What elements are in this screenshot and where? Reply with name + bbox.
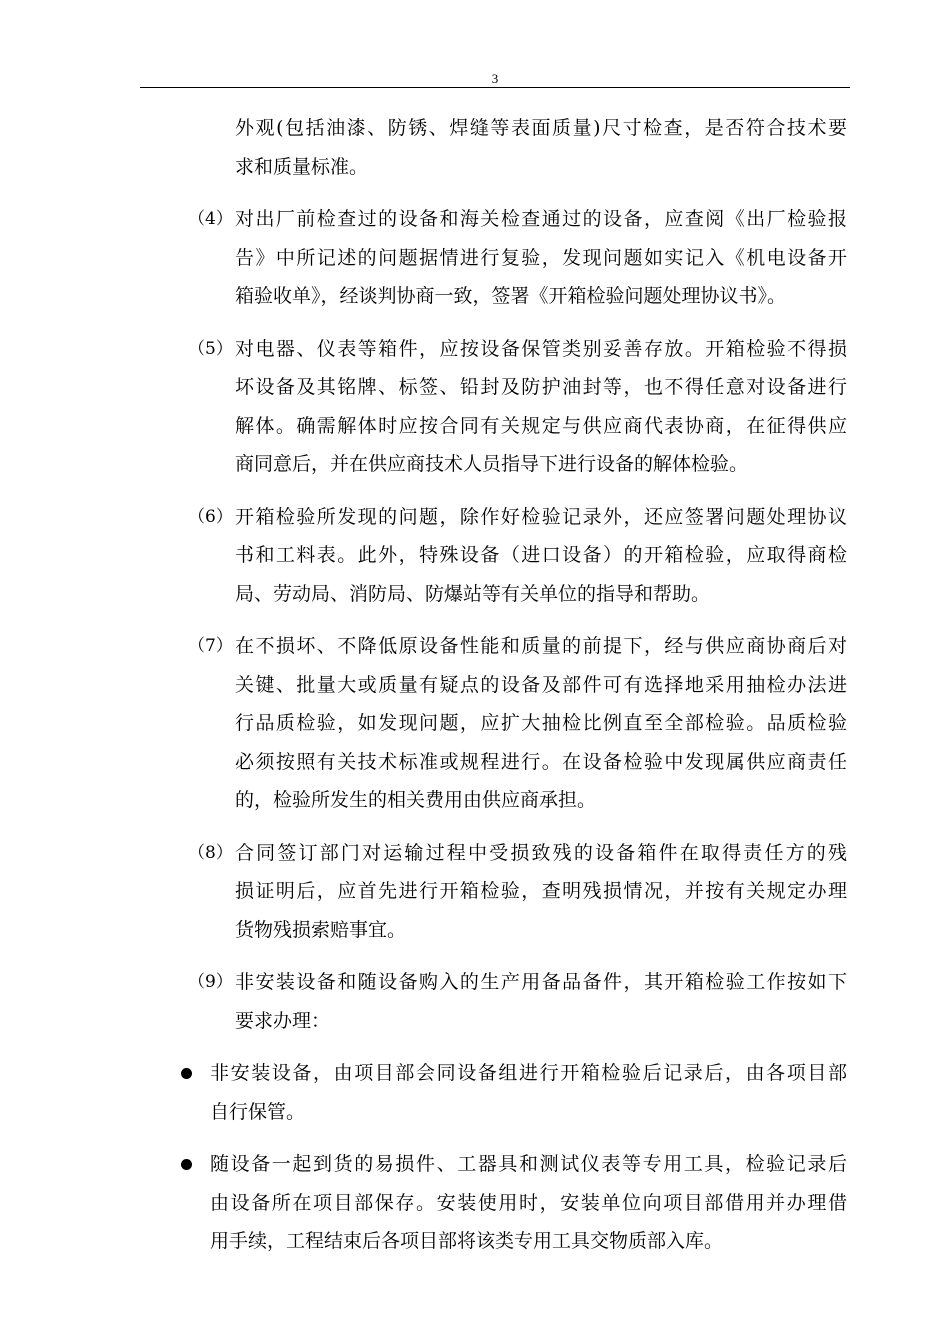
item-text	[210, 1145, 847, 1261]
text-line: 局、劳动局、消防局、防爆站等有关单位的指导和帮助。	[235, 582, 711, 605]
paragraph	[0, 109, 950, 186]
paragraph-gap	[0, 1131, 950, 1145]
numbered-item	[0, 330, 950, 484]
item-text	[235, 834, 847, 950]
item-number: （8）	[188, 842, 233, 863]
text-line: 商同意后，并在供应商技术人员指导下进行设备的解体检验。	[235, 453, 749, 475]
item-text	[235, 330, 847, 484]
paragraph-gap	[0, 1040, 950, 1054]
numbered-item	[0, 963, 950, 1040]
text-line: 的，检验所发生的相关费用由供应商承担。	[235, 789, 597, 811]
text-line: 要求办理：	[235, 1009, 331, 1032]
text-line: 坏设备及其铭牌、标签、铅封及防护油封等，也不得任意对设备进行	[235, 376, 847, 398]
numbered-item	[0, 627, 950, 820]
text-line: 行品质检验，如发现问题，应扩大抽检比例直至全部检验。品质检验	[235, 712, 847, 734]
bullet-item	[0, 1145, 950, 1261]
item-text	[235, 963, 847, 1040]
text-line: 书和工料表。此外，特殊设备（进口设备）的开箱检验，应取得商检	[235, 544, 847, 566]
item-number: （9）	[188, 972, 233, 992]
bullet-dot-icon	[181, 1068, 192, 1079]
text-line: 自行保管。	[210, 1100, 306, 1123]
text-line: 告》中所记述的问题据情进行复验，发现问题如实记入《机电设备开	[235, 246, 847, 269]
text-line: 必须按照有关技术标准或规程进行。在设备检验中发现属供应商责任	[235, 750, 847, 773]
text-line: 随设备一起到货的易损件、工器具和测试仪表等专用工具，检验记录后	[210, 1153, 847, 1175]
item-text	[235, 498, 847, 614]
item-text	[235, 109, 847, 186]
item-text	[235, 627, 847, 820]
text-line: 外观(包括油漆、防锈、焊缝等表面质量)尺寸检查，是否符合技术要	[235, 117, 847, 139]
text-line: 合同签订部门对运输过程中受损致残的设备箱件在取得责任方的残	[235, 841, 847, 864]
header-rule	[140, 87, 850, 88]
text-line: 关键、批量大或质量有疑点的设备及部件可有选择地采用抽检办法进	[235, 673, 847, 696]
item-text	[210, 1054, 847, 1131]
text-line: 对电器、仪表等箱件，应按设备保管类别妥善存放。开箱检验不得损	[235, 337, 847, 360]
paragraph-gap	[0, 613, 950, 627]
item-number: （7）	[188, 636, 233, 656]
text-line: 开箱检验所发现的问题，除作好检验记录外，还应签署问题处理协议	[235, 505, 847, 528]
text-line: 由设备所在项目部保存。安装使用时，安装单位向项目部借用并办理借	[210, 1191, 847, 1214]
document-body	[0, 109, 950, 1261]
paragraph-gap	[0, 949, 950, 963]
text-line: 非安装设备和随设备购入的生产用备品备件，其开箱检验工作按如下	[235, 971, 847, 993]
numbered-item	[0, 834, 950, 950]
paragraph-gap	[0, 484, 950, 498]
paragraph-gap	[0, 316, 950, 330]
text-line: 用手续，工程结束后各项目部将该类专用工具交物质部入库。	[210, 1230, 724, 1252]
numbered-item	[0, 498, 950, 614]
item-number: （5）	[188, 338, 233, 359]
text-line: 非安装设备，由项目部会同设备组进行开箱检验后记录后，由各项目部	[210, 1062, 847, 1084]
text-line: 解体。确需解体时应按合同有关规定与供应商代表协商，在征得供应	[235, 414, 847, 437]
item-text	[235, 200, 847, 316]
text-line: 箱验收单》，经谈判协商一致，签署《开箱检验问题处理协议书》。	[235, 285, 787, 307]
paragraph-gap	[0, 186, 950, 200]
text-line: 求和质量标准。	[235, 155, 369, 178]
item-number: （4）	[188, 209, 233, 229]
text-line: 在不损坏、不降低原设备性能和质量的前提下，经与供应商协商后对	[235, 635, 847, 657]
page-number: 3	[491, 71, 499, 86]
bullet-dot-icon	[181, 1159, 192, 1170]
text-line: 损证明后，应首先进行开箱检验，查明残损情况，并按有关规定办理	[235, 880, 847, 902]
numbered-item	[0, 200, 950, 316]
bullet-item	[0, 1054, 950, 1131]
text-line: 货物残损索赔事宜。	[235, 918, 407, 941]
text-line: 对出厂前检查过的设备和海关检查通过的设备，应查阅《出厂检验报	[235, 208, 847, 230]
paragraph-gap	[0, 820, 950, 834]
item-number: （6）	[188, 506, 233, 527]
